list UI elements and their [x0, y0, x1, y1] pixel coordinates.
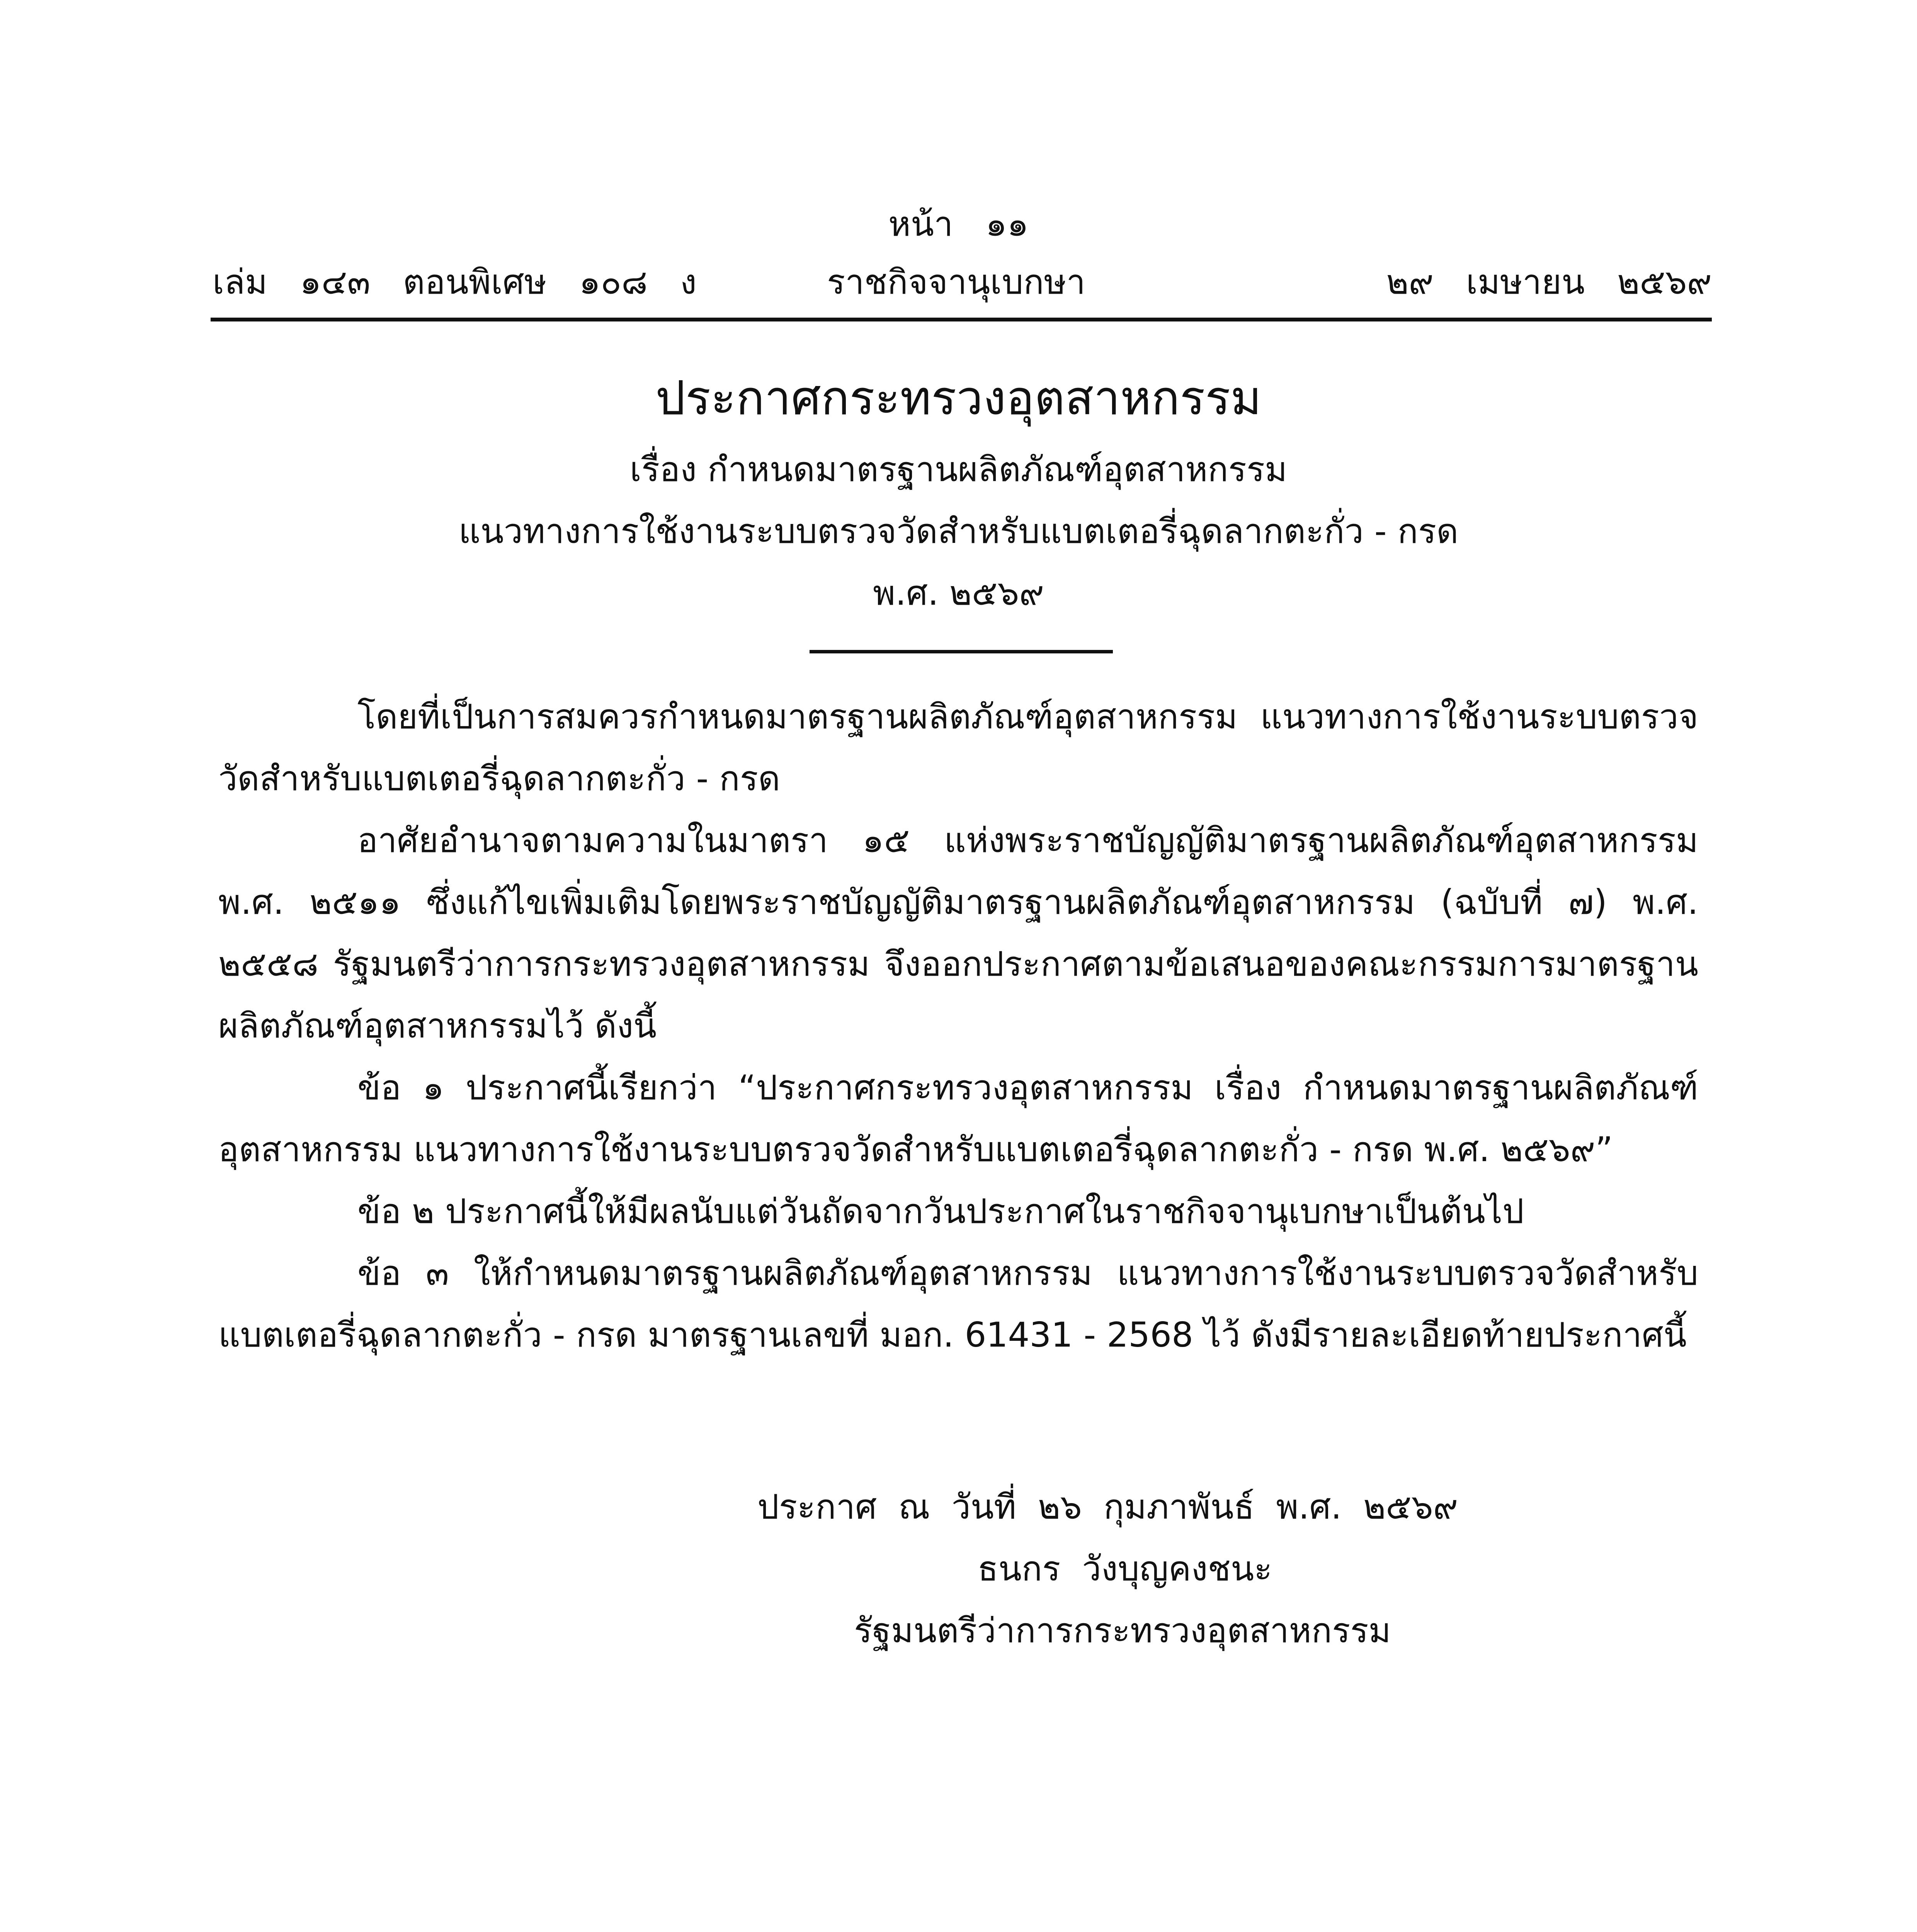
- gazette-header-line: [213, 259, 1712, 305]
- body-paragraph-clause-1: ข้อ ๑ ประกาศนี้เรียกว่า “ประกาศกระทรวงอุตสาหกรรม เรื่อง กำหนดมาตรฐานผลิตภัณฑ์อุตสาหกรรม แนวทางการใช้งานระบบตรวจวัดสำหรับแบตเตอรี่ฉุดลากตะกั่ว - กรด พ.ศ. ๒๕๖๙”: [218, 1068, 1698, 1169]
- signature-date: ประกาศ ณ วันที่ ๒๖ กุมภาพันธ์ พ.ศ. ๒๕๖๙: [757, 1487, 1458, 1527]
- body-paragraph-preamble: โดยที่เป็นการสมควรกำหนดมาตรฐานผลิตภัณฑ์อุตสาหกรรม แนวทางการใช้งานระบบตรวจวัดสำหรับแบตเตอรี่ฉุดลากตะกั่ว - กรด: [218, 697, 1698, 798]
- page-number: หน้า ๑๑: [888, 204, 1029, 244]
- volume-issue: เล่ม ๑๔๓ ตอนพิเศษ ๑๐๘ ง: [213, 262, 697, 302]
- gazette-name: ราชกิจจานุเบกษา: [827, 262, 1086, 302]
- announcement-body: [218, 686, 1698, 1366]
- body-paragraph-authority: อาศัยอำนาจตามความในมาตรา ๑๕ แห่งพระราชบัญญัติมาตรฐานผลิตภัณฑ์อุตสาหกรรม พ.ศ. ๒๕๑๑ ซึ่งแก้ไขเพิ่มเติมโดยพระราชบัญญัติมาตรฐานผลิตภัณฑ์อุตสาหกรรม (ฉบับที่ ๗) พ.ศ. ๒๕๕๘ รัฐมนตรีว่าการกระทรวงอุตสาหกรรม จึงออกประกาศตามข้อเสนอของคณะกรรมการมาตรฐานผลิตภัณฑ์อุตสาหกรรมไว้ ดังนี้: [218, 820, 1698, 1046]
- announcement-subject: เรื่อง กำหนดมาตรฐานผลิตภัณฑ์อุตสาหกรรม: [629, 449, 1288, 489]
- signatory-position: รัฐมนตรีว่าการกระทรวงอุตสาหกรรม: [854, 1611, 1391, 1650]
- announcement-title: ประกาศกระทรวงอุตสาหกรรม: [655, 371, 1262, 425]
- gazette-date: ๒๙ เมษายน ๒๕๖๙: [1386, 262, 1712, 302]
- body-paragraph-clause-2: ข้อ ๒ ประกาศนี้ให้มีผลนับแต่วันถัดจากวันประกาศในราชกิจจานุเบกษาเป็นต้นไป: [357, 1191, 1524, 1231]
- body-paragraph-clause-3: ข้อ ๓ ให้กำหนดมาตรฐานผลิตภัณฑ์อุตสาหกรรม แนวทางการใช้งานระบบตรวจวัดสำหรับแบตเตอรี่ฉุดลากตะกั่ว - กรด มาตรฐานเลขที่ มอก. 61431 - 2568 ไว้ ดังมีรายละเอียดท้ายประกาศนี้: [218, 1253, 1698, 1355]
- signatory-name: ธนกร วังบุญคงชนะ: [978, 1549, 1272, 1588]
- title-divider: [810, 650, 1113, 653]
- announcement-subject-detail: แนวทางการใช้งานระบบตรวจวัดสำหรับแบตเตอรี่ฉุดลากตะกั่ว - กรด: [458, 511, 1459, 551]
- header-divider: [211, 318, 1712, 321]
- announcement-year: พ.ศ. ๒๕๖๙: [873, 573, 1044, 613]
